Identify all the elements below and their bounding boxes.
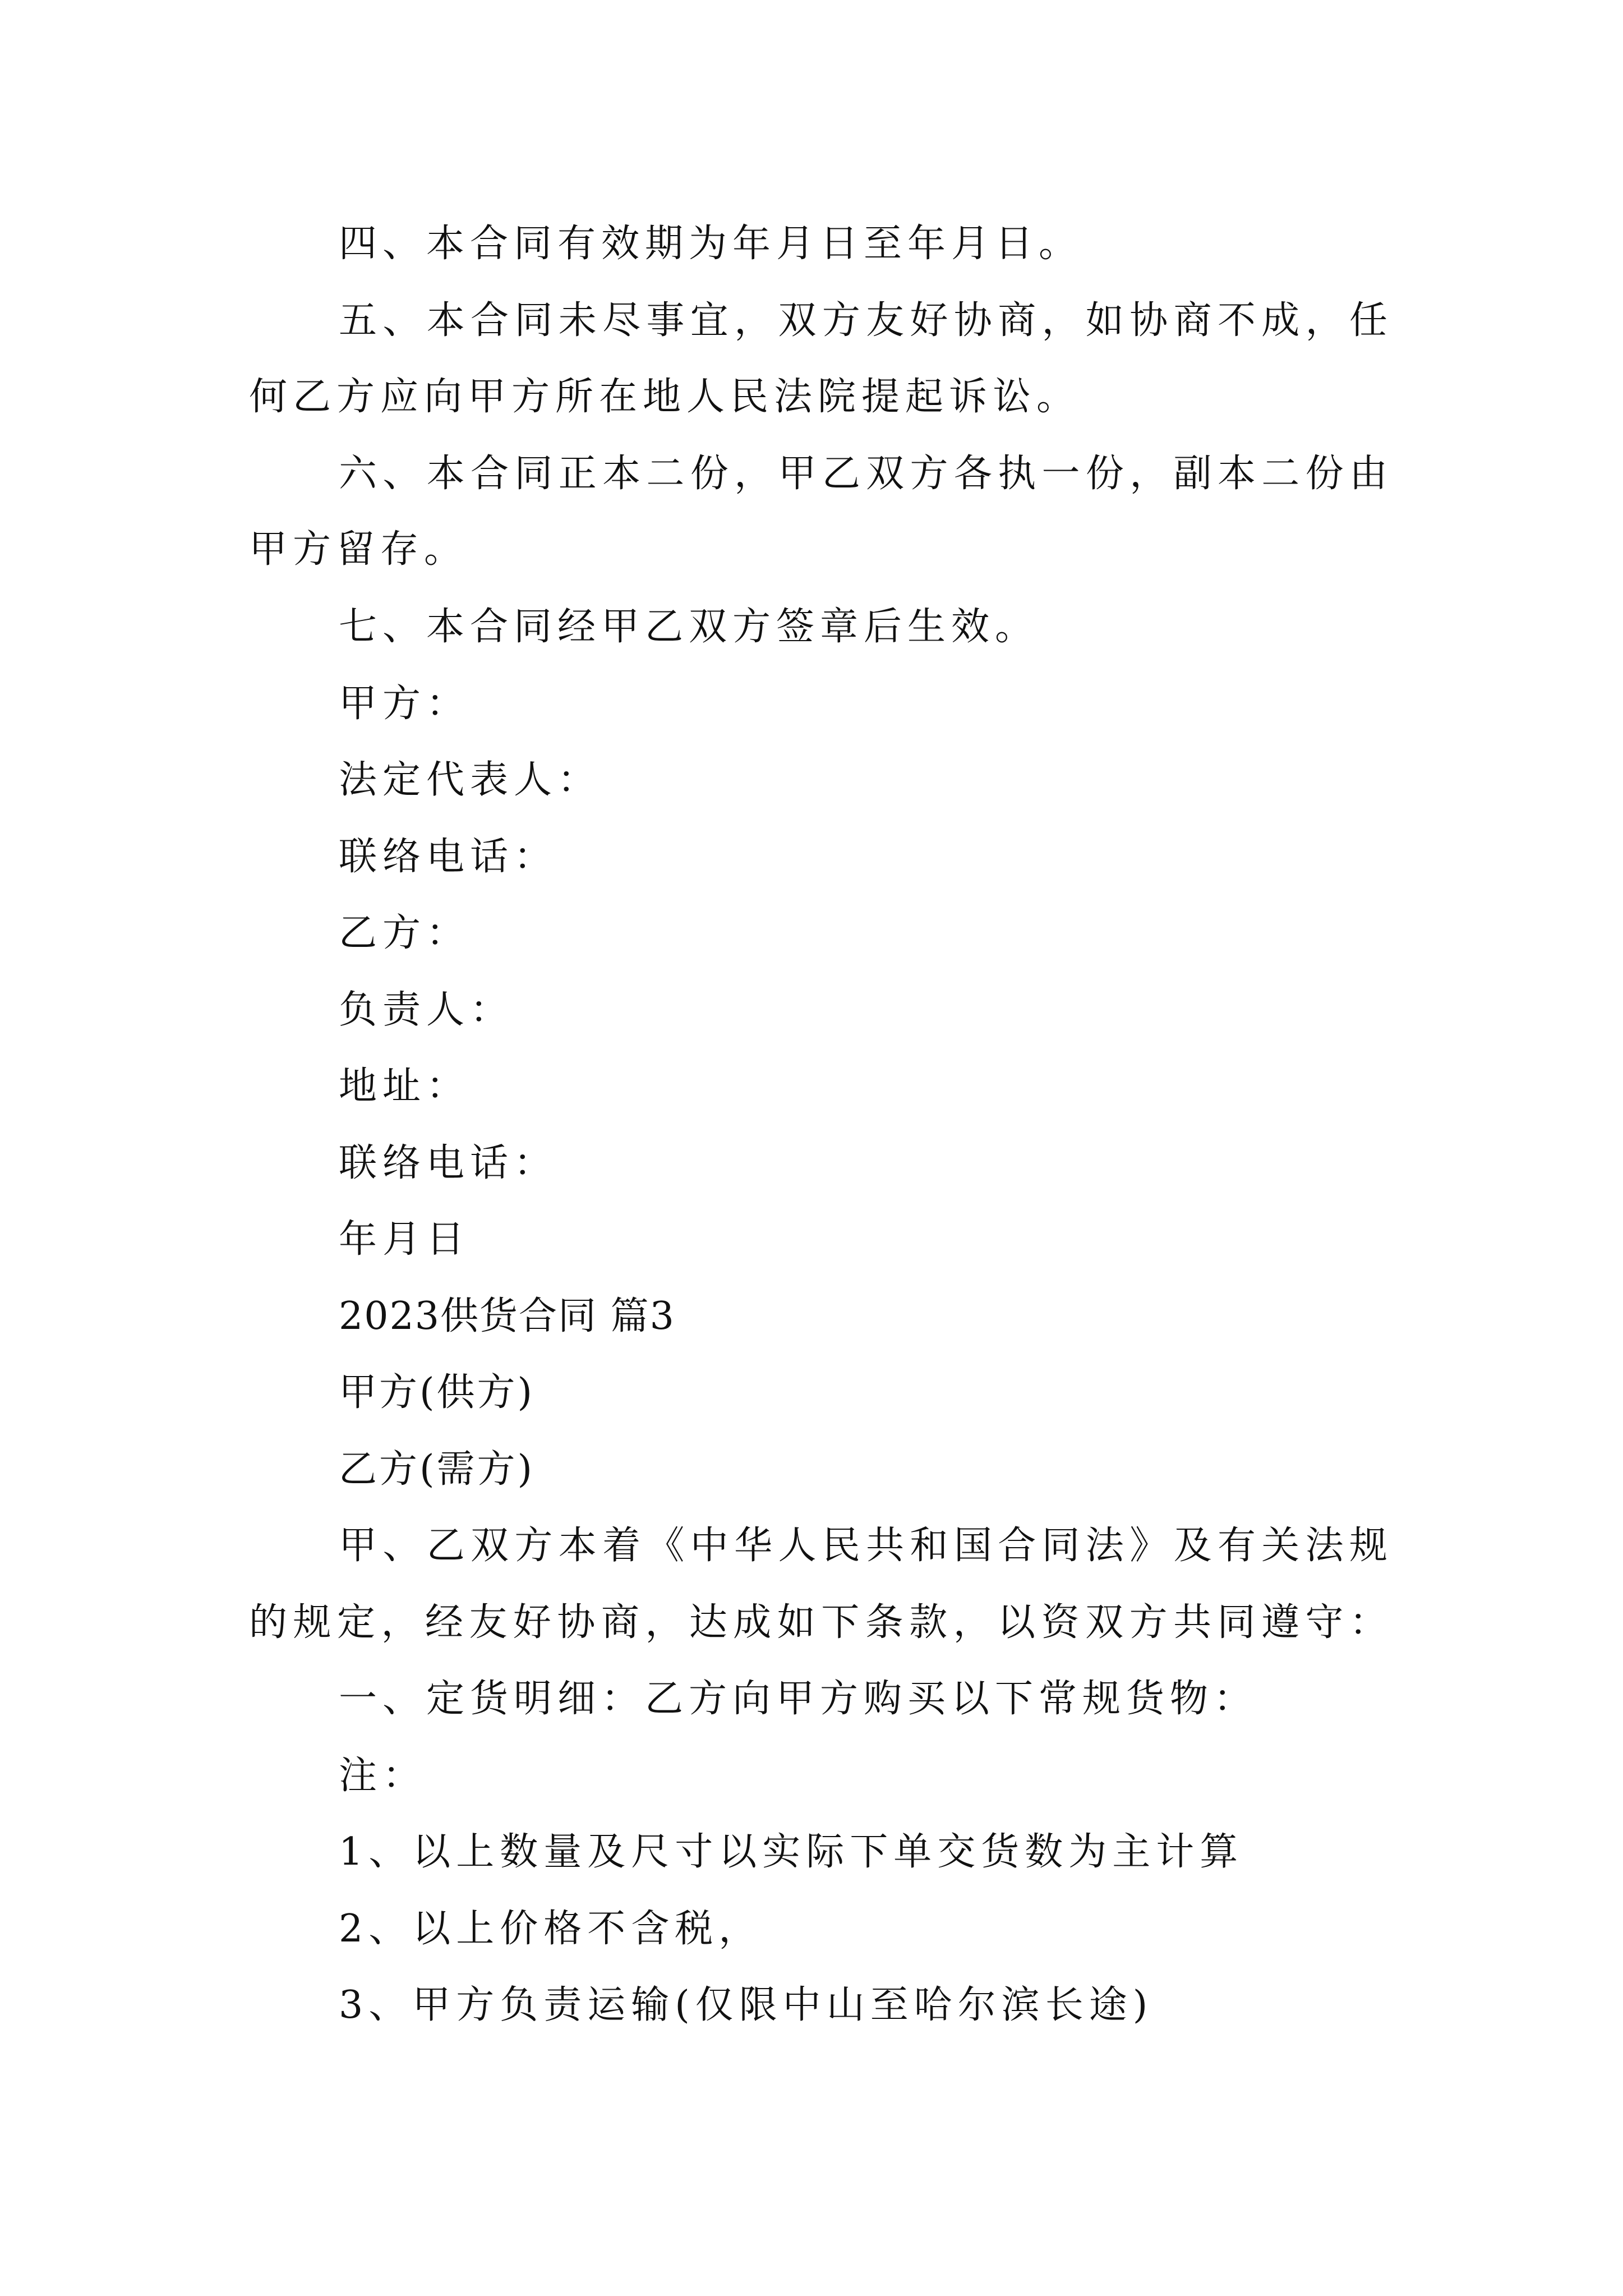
legal-representative-label: 法定代表人： [339,758,602,802]
section-title: 2023供货合同 篇3 [339,1294,675,1338]
clause-5-line-1: 五、本合同未尽事宜，双方友好协商，如协商不成，任 [339,298,1387,343]
clause-6-line-1: 六、本合同正本二份，甲乙双方各执一份，副本二份由 [339,452,1387,496]
note-label: 注： [339,1754,427,1798]
preamble-line-2: 的规定，经友好协商，达成如下条款，以资双方共同遵守： [249,1600,1387,1645]
note-item-1: 1、以上数量及尺寸以实际下单交货数为主计算 [339,1830,1244,1874]
party-b-phone-label: 联络电话： [339,1141,558,1185]
clause-5-line-2: 何乙方应向甲方所在地人民法院提起诉讼。 [249,375,1081,419]
date-label: 年月日 [339,1217,471,1262]
clause-4-line: 四、本合同有效期为年月日至年月日。 [339,222,1083,266]
person-in-charge-label: 负责人： [339,988,514,1032]
party-a-phone-label: 联络电话： [339,835,558,879]
clause-6-line-2: 甲方留存。 [249,527,468,572]
note-item-2: 2、以上价格不含税， [339,1907,763,1951]
address-label: 地址： [339,1064,471,1108]
party-b-label: 乙方： [339,911,471,955]
supplier-label: 甲方(供方) [339,1370,535,1415]
order-details-line: 一、定货明细：乙方向甲方购买以下常规货物： [339,1677,1258,1721]
buyer-label: 乙方(需方) [339,1447,535,1492]
note-item-3: 3、甲方负责运输(仅限中山至哈尔滨长途) [339,1983,1154,2027]
party-a-label: 甲方： [339,682,471,726]
preamble-line-1: 甲、乙双方本着《中华人民共和国合同法》及有关法规 [339,1524,1387,1568]
clause-7-line: 七、本合同经甲乙双方签章后生效。 [339,605,1039,649]
